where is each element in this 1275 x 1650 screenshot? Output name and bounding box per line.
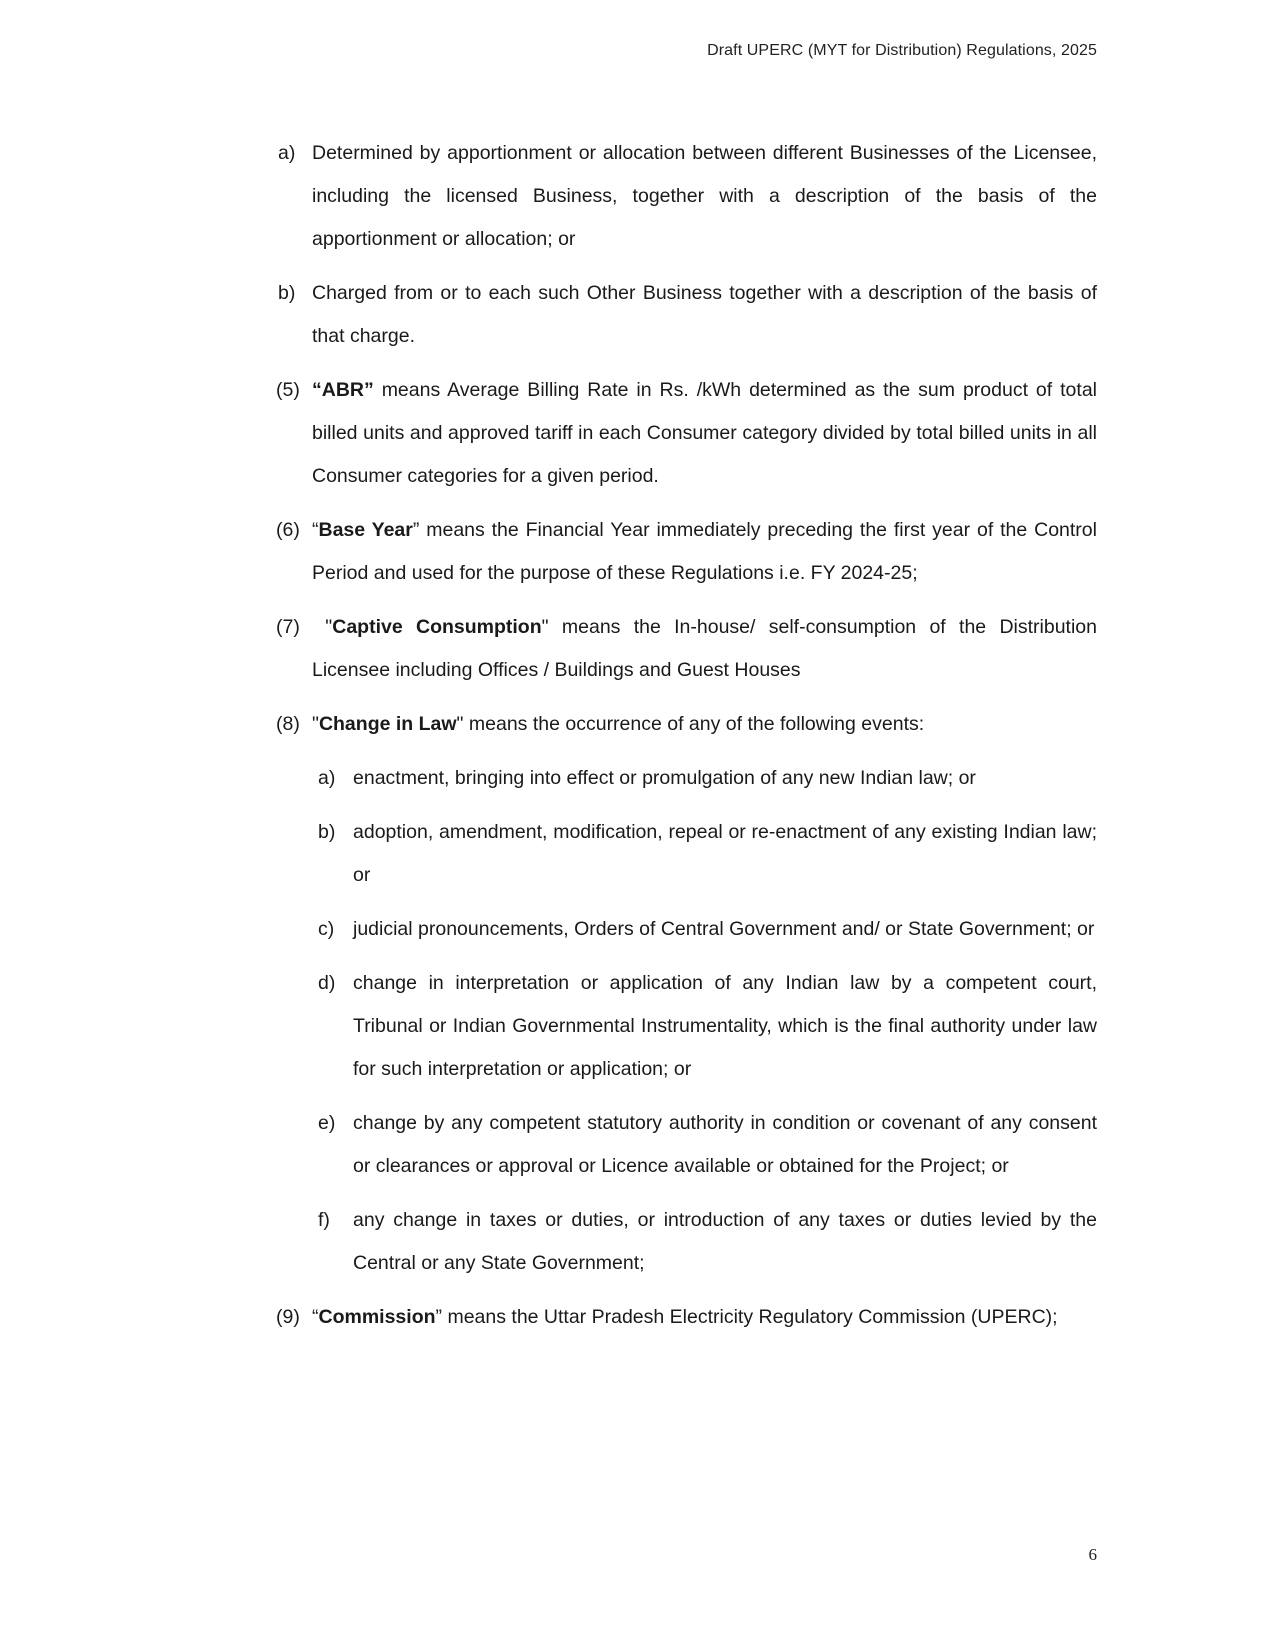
definition-commission	[276, 1296, 1097, 1339]
list-label: f)	[318, 1209, 330, 1231]
definition-open-quote: "	[312, 713, 319, 735]
list-text: any change in taxes or duties, or introduction of any taxes or duties levied by the Central or any State Government;	[353, 1209, 1097, 1274]
definition-text: means the Financial Year immediately preceding the first year of the Control Period and used for the purpose of these Regulations i.e. FY 2024-25;	[312, 519, 1097, 584]
list-text: judicial pronouncements, Orders of Central Government and/ or State Government; or	[353, 918, 1095, 940]
list-item	[318, 962, 1097, 1091]
definition-open-quote: “	[312, 519, 319, 541]
list-label: a)	[318, 767, 336, 789]
list-item	[318, 811, 1097, 897]
definition-term: Base Year	[318, 519, 413, 541]
definition-captive-consumption	[276, 606, 1097, 692]
definition-close-quote: ”	[435, 1306, 443, 1328]
list-label: a)	[278, 142, 296, 164]
list-text: adoption, amendment, modification, repeal or re-enactment of any existing Indian law; or	[353, 821, 1097, 886]
definition-text: means Average Billing Rate in Rs. /kWh determined as the sum product of total billed units and approved tariff in each Consumer category divided by total billed units in all Consumer categories for a given period.	[312, 379, 1097, 487]
list-item	[318, 757, 1097, 800]
definition-text: means the In-house/ self-consumption of the Distribution Licensee including Offices / Buildings and Guest Houses	[312, 616, 1097, 681]
definition-number: (6)	[276, 519, 300, 541]
page-number: 6	[1088, 1545, 1097, 1564]
list-text: Charged from or to each such Other Business together with a description of the basis of that charge.	[312, 282, 1097, 347]
definition-close-quote: "	[541, 616, 549, 638]
definition-number: (7)	[276, 616, 300, 638]
definition-text: means the occurrence of any of the following events:	[463, 713, 925, 735]
definition-open-quote: “	[312, 1306, 319, 1328]
definition-close-quote: "	[456, 713, 464, 735]
list-text: enactment, bringing into effect or promulgation of any new Indian law; or	[353, 767, 976, 789]
list-item	[278, 272, 1097, 358]
running-header: Draft UPERC (MYT for Distribution) Regulations, 2025	[707, 42, 1097, 59]
document-body	[0, 132, 1275, 1339]
definition-close-quote: ”	[364, 379, 374, 401]
definition-term: Change in Law	[318, 713, 457, 735]
list-item	[318, 1102, 1097, 1188]
list-text: change by any competent statutory authority in condition or covenant of any consent or clearances or approval or Licence available or obtained for the Project; or	[353, 1112, 1097, 1177]
definition-open-quote: "	[312, 616, 333, 638]
definition-change-in-law	[276, 703, 1097, 746]
list-text: change in interpretation or application of any Indian law by a competent court, Tribunal or Indian Governmental Instrumentality, which is the final authority under law for such interpretation or application; or	[353, 972, 1097, 1080]
definition-number: (9)	[276, 1306, 300, 1328]
list-item	[318, 1199, 1097, 1285]
list-text: Determined by apportionment or allocation between different Businesses of the Licensee, including the licensed Business, together with a description of the basis of the apportionment or allocation; or	[312, 142, 1097, 250]
list-label: b)	[278, 282, 296, 304]
definition-abr	[276, 369, 1097, 498]
definition-open-quote: “	[312, 379, 322, 401]
list-label: b)	[318, 821, 336, 843]
definition-number: (8)	[276, 713, 300, 735]
list-label: e)	[318, 1112, 336, 1134]
definition-close-quote: ”	[412, 519, 420, 541]
list-label: d)	[318, 972, 336, 994]
definition-number: (5)	[276, 379, 300, 401]
definition-term: Captive Consumption	[332, 616, 542, 638]
list-item	[318, 908, 1097, 951]
list-item	[278, 132, 1097, 261]
definition-base-year	[276, 509, 1097, 595]
definition-term: ABR	[321, 379, 364, 401]
list-label: c)	[318, 918, 335, 940]
definition-text: means the Uttar Pradesh Electricity Regulatory Commission (UPERC);	[442, 1306, 1058, 1328]
definition-term: Commission	[318, 1306, 436, 1328]
